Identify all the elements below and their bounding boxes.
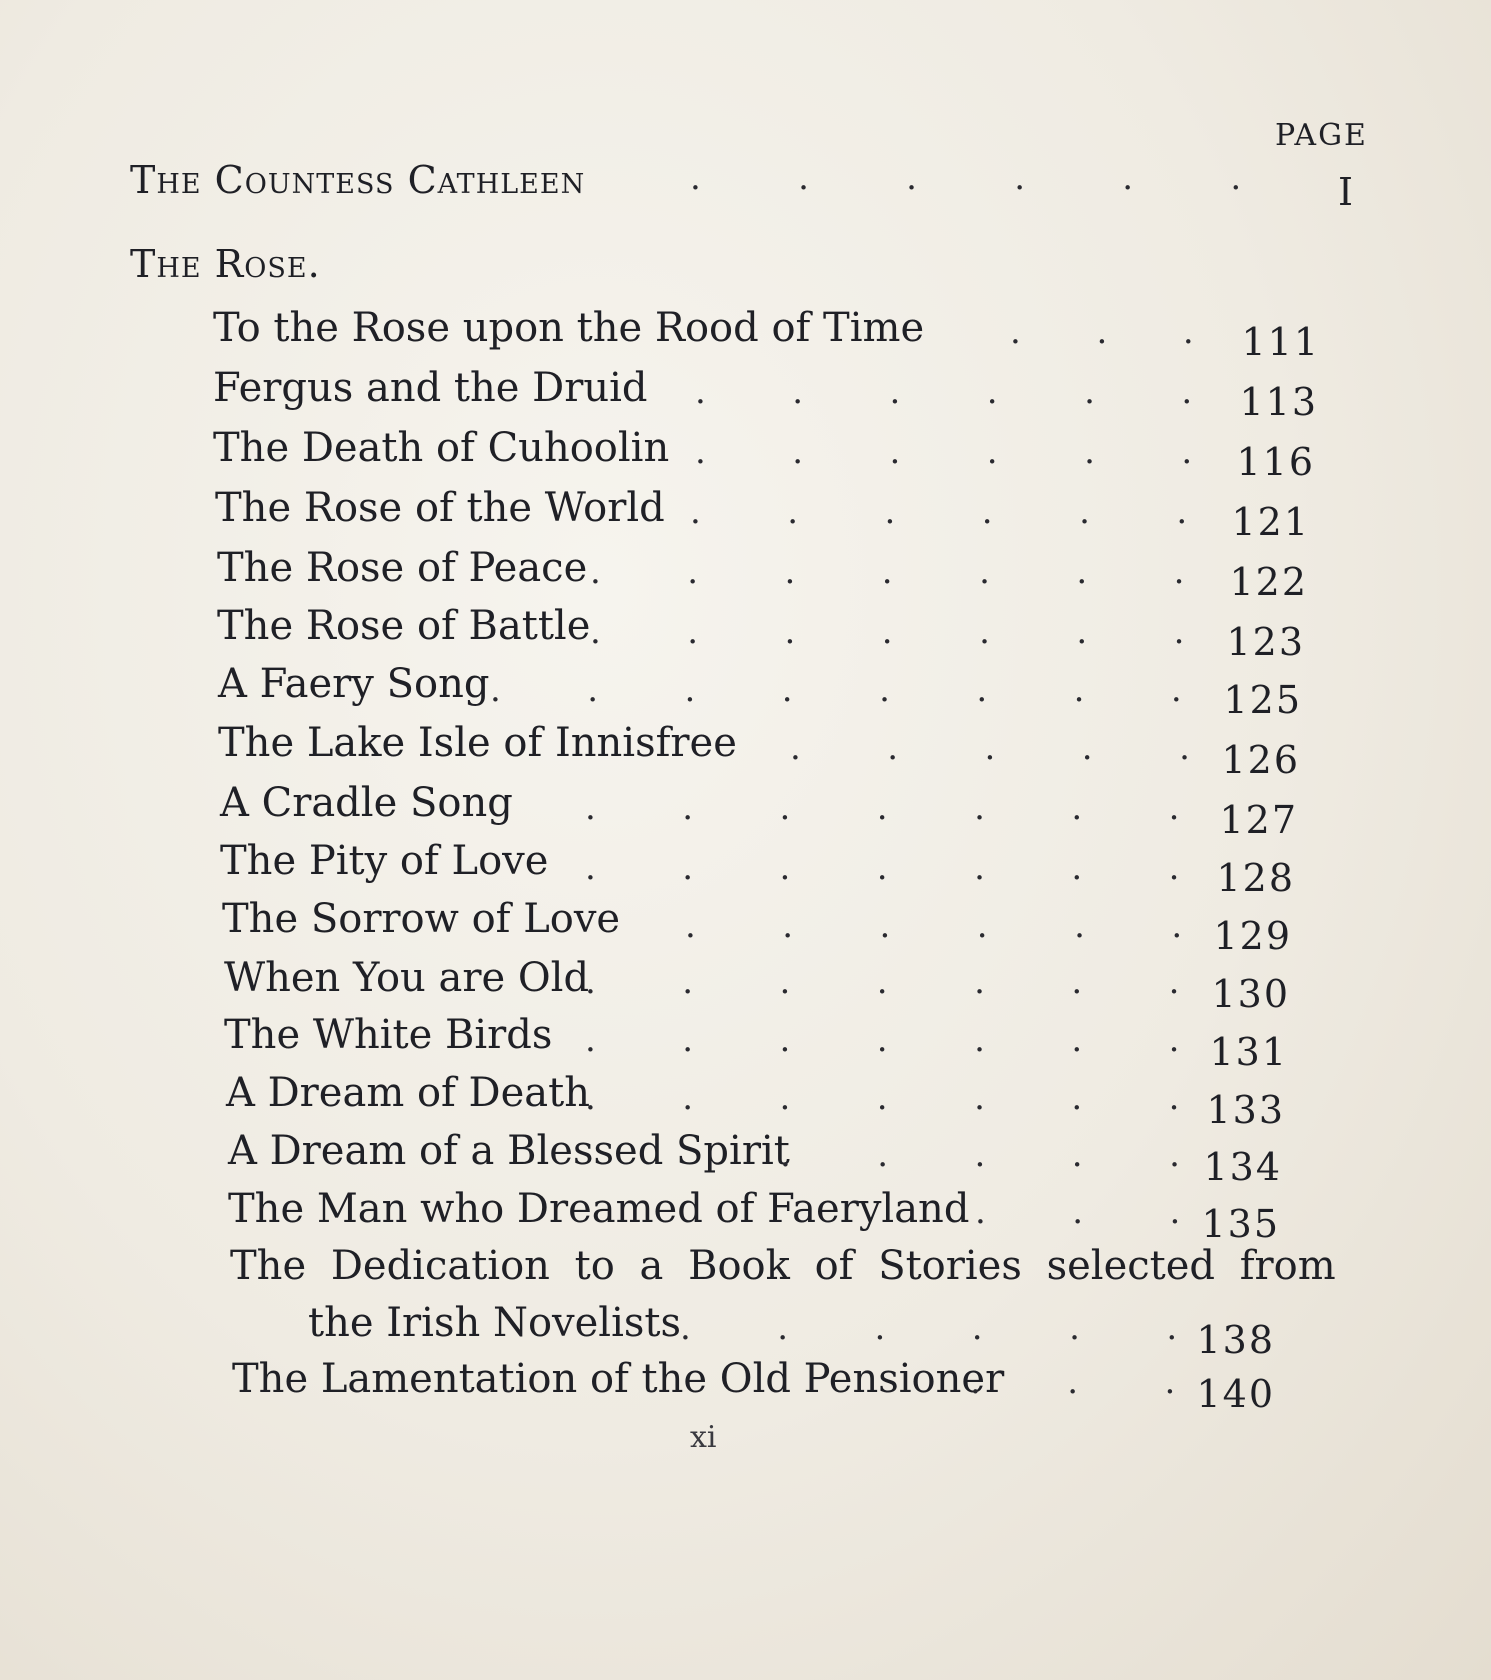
toc-entry-page: 133 — [1206, 1088, 1285, 1132]
toc-entry-title: The Death of Cuhoolin — [213, 425, 670, 471]
leader-dots: . . . . . . . — [585, 1020, 1180, 1060]
page-column-label: PAGE — [1275, 118, 1368, 153]
leader-dots: . . . . . . — [695, 432, 1193, 472]
toc-entry-page: 135 — [1201, 1202, 1280, 1246]
leader-dots: . . . . . . — [690, 492, 1188, 532]
toc-entry-title: The White Birds — [224, 1012, 553, 1058]
toc-entry-page: 113 — [1239, 380, 1318, 424]
leader-dots: . . . . . . . — [585, 962, 1180, 1002]
toc-entry-page: 121 — [1231, 500, 1310, 544]
leader-dots: . . . . . . . — [590, 612, 1185, 652]
toc-entry-title: The Rose of Battle — [217, 603, 591, 649]
countess-cathleen-title: The Countess Cathleen — [130, 158, 586, 202]
toc-entry-page: 127 — [1219, 798, 1298, 842]
toc-entry-title: A Dream of Death — [226, 1070, 590, 1116]
toc-entry-page: 131 — [1209, 1030, 1288, 1074]
toc-entry-title: When You are Old — [224, 955, 590, 1001]
toc-entry-page: 128 — [1216, 856, 1295, 900]
toc-entry-title: A Cradle Song — [220, 780, 513, 826]
leader-dots: . . . — [1010, 312, 1194, 352]
leader-dots: . . . — [970, 1362, 1176, 1402]
toc-entry-title: To the Rose upon the Rood of Time — [213, 305, 925, 351]
toc-entry-title: The Rose of the World — [215, 485, 665, 531]
toc-entry-page: 123 — [1226, 620, 1305, 664]
toc-entry-title: A Faery Song — [218, 661, 490, 707]
toc-entry-page: 129 — [1213, 914, 1292, 958]
leader-dots: . . . . . — [780, 1135, 1180, 1175]
toc-entry-page: 138 — [1196, 1318, 1275, 1362]
toc-entry-title: The Lake Isle of Innisfree — [218, 720, 737, 766]
leader-dots: . . . . . . — [685, 906, 1183, 946]
leader-dots: . . . . . . — [680, 1308, 1178, 1348]
leader-dots: . . . . . . . — [585, 848, 1180, 888]
toc-entry-title: The Lamentation of the Old Pensioner — [232, 1356, 1005, 1402]
toc-entry-title: The Pity of Love — [220, 838, 549, 884]
toc-entry-page: 140 — [1196, 1372, 1275, 1416]
toc-entry-page: 130 — [1211, 972, 1290, 1016]
toc-entry-page: 111 — [1241, 320, 1320, 364]
toc-entry-page: 122 — [1229, 560, 1308, 604]
toc-entry-title: Fergus and the Druid — [213, 365, 648, 411]
toc-entry-title: The Dedication to a Book of Stories selected from — [230, 1243, 1336, 1289]
leader-dots: . . . . . . . — [590, 552, 1185, 592]
toc-entry-title: The Rose of Peace — [217, 545, 588, 591]
toc-entry-title: The Man who Dreamed of Faeryland — [228, 1186, 970, 1232]
leader-dots: . . . . . . . — [585, 1078, 1180, 1118]
leader-dots: . . . . . . — [690, 158, 1242, 198]
leader-dots: . . . — [975, 1192, 1181, 1232]
leader-dots: . . . . . . . — [585, 788, 1180, 828]
toc-entry-page: 126 — [1221, 738, 1300, 782]
leader-dots: . . . . . . — [695, 372, 1193, 412]
the-rose-section-title: The Rose. — [130, 242, 321, 286]
countess-page-number: I — [1337, 170, 1355, 214]
toc-entry-title: A Dream of a Blessed Spirit — [228, 1128, 790, 1174]
toc-entry-title: The Sorrow of Love — [222, 896, 621, 942]
leader-dots: . . . . . — [790, 728, 1190, 768]
toc-entry-page: 134 — [1203, 1145, 1282, 1189]
toc-entry-page: 125 — [1223, 678, 1302, 722]
toc-entry-title-continued: the Irish Novelists — [308, 1300, 682, 1346]
leader-dots: . . . . . . . . — [490, 670, 1182, 710]
folio-page-number: xi — [690, 1420, 717, 1455]
toc-entry-page: 116 — [1236, 440, 1315, 484]
